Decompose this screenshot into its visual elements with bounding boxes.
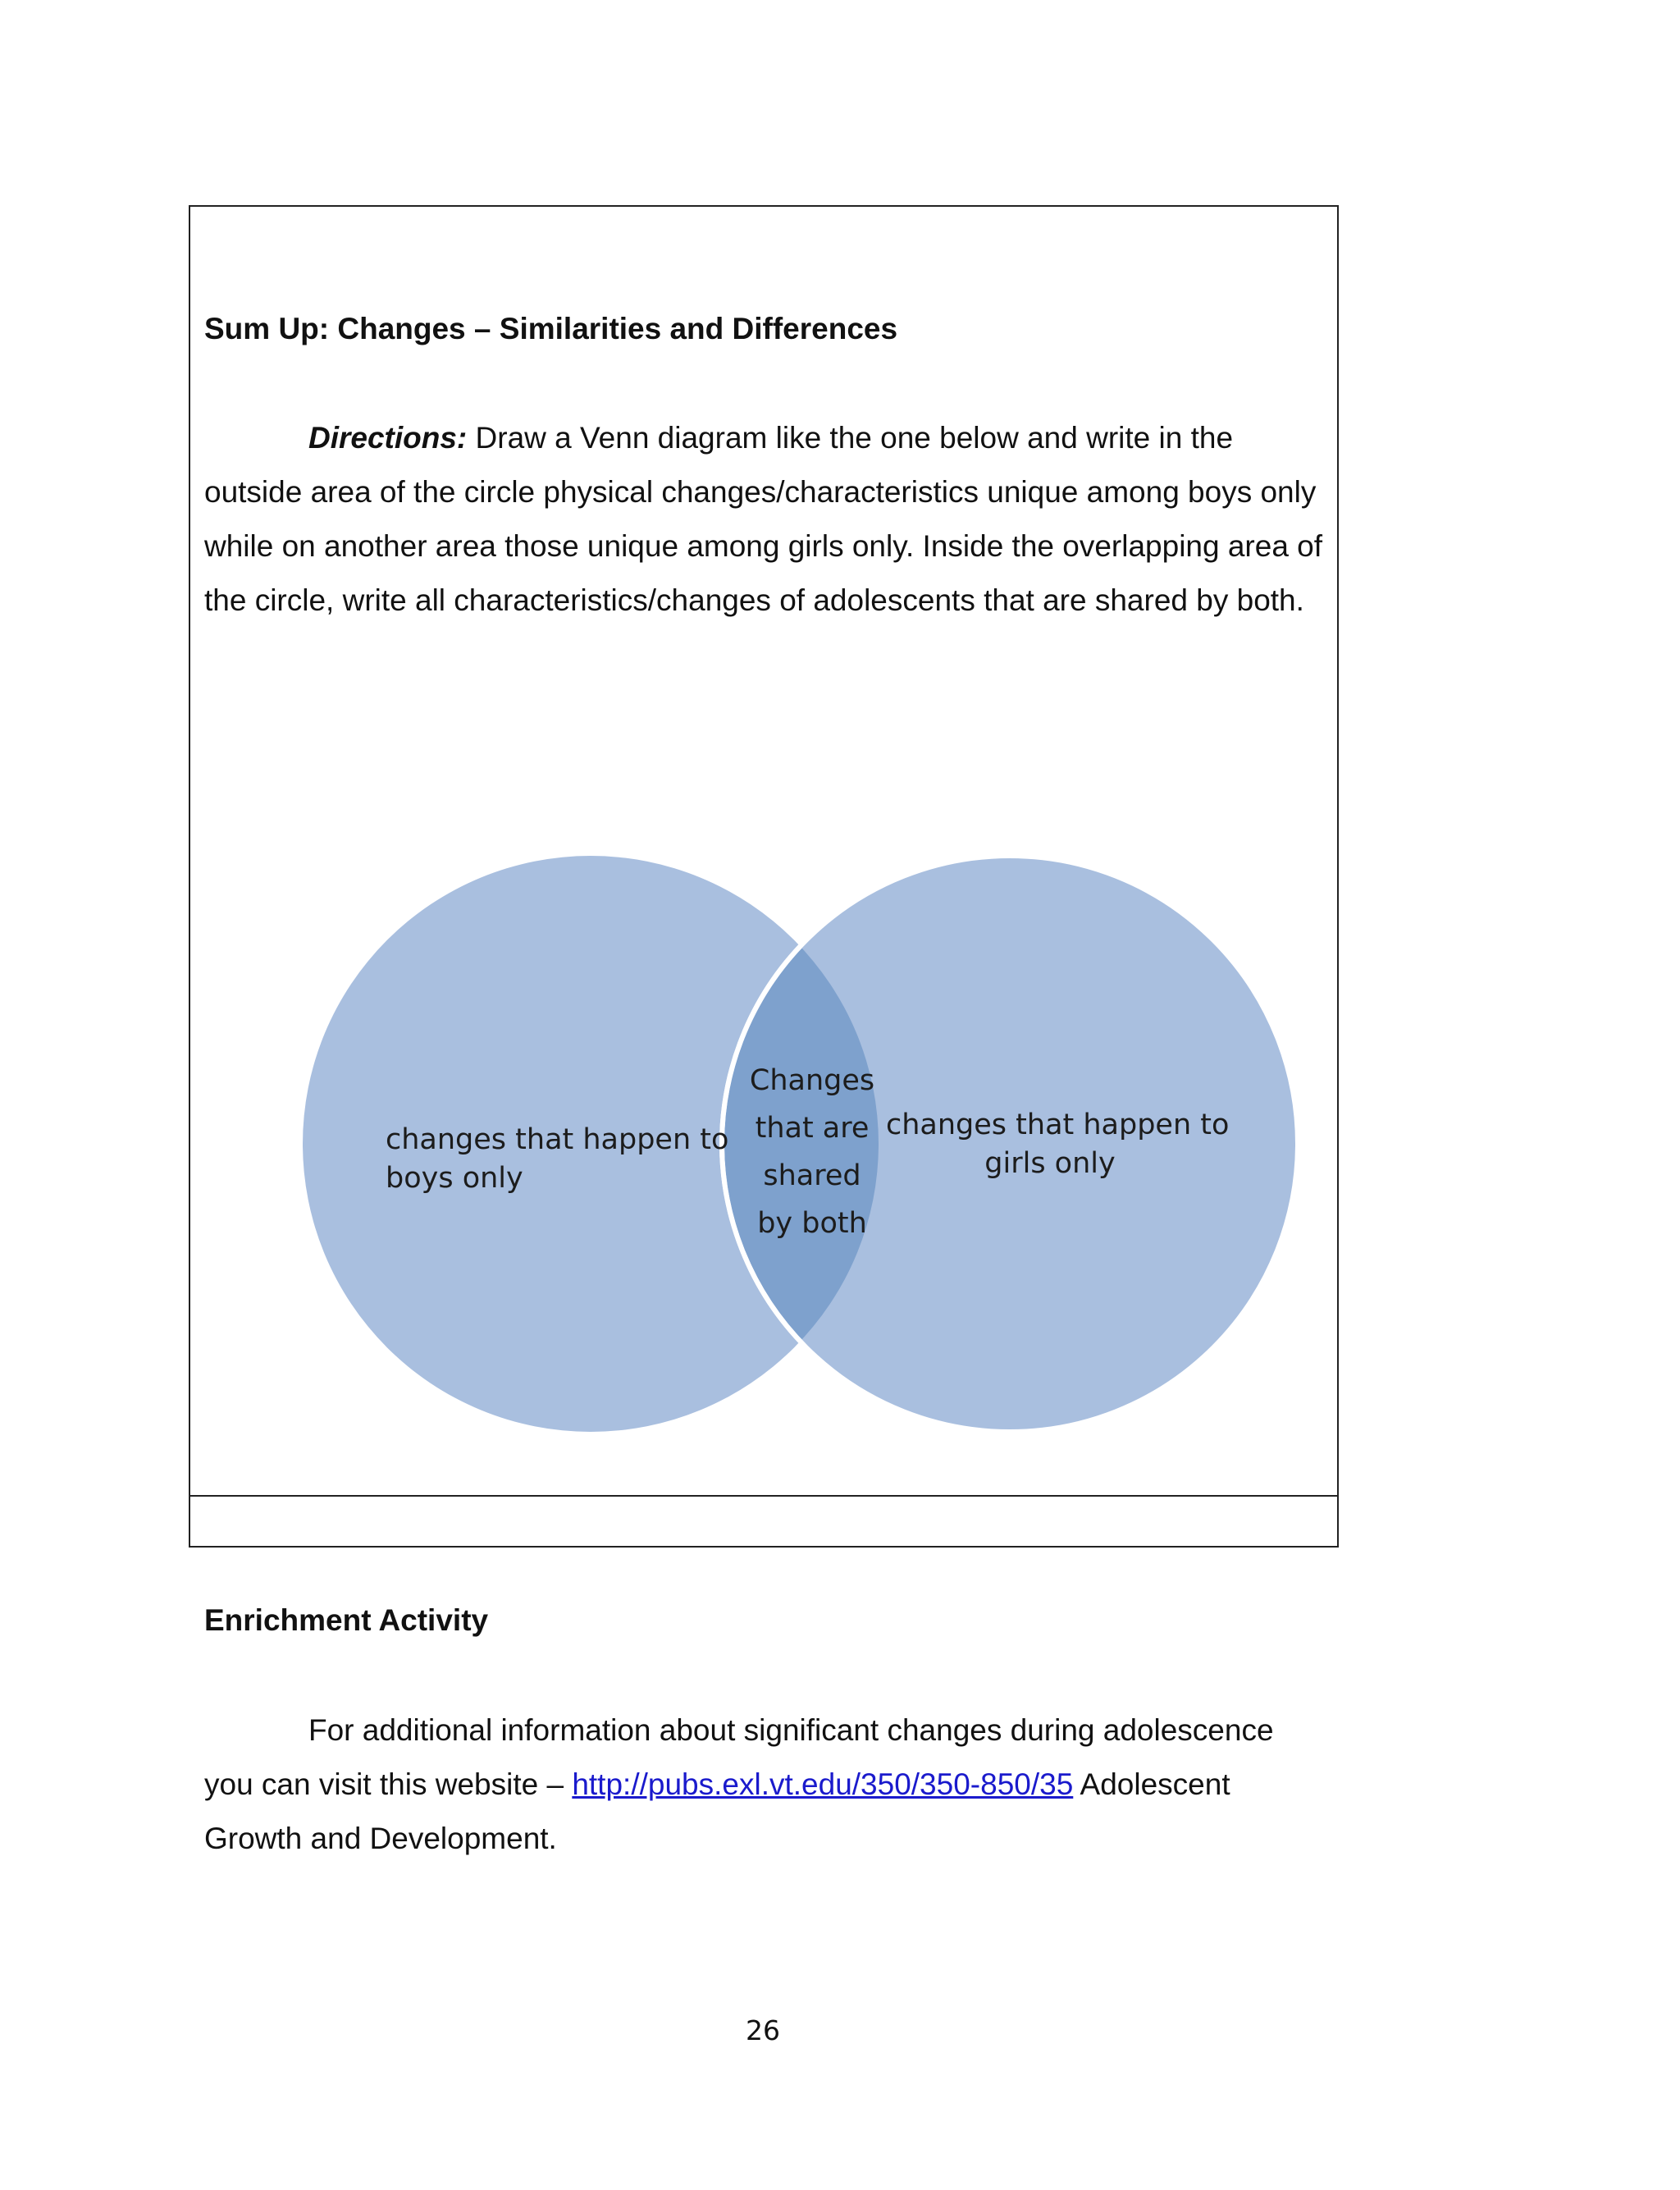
- venn-boys-label: [386, 1121, 728, 1198]
- enrichment-paragraph: [204, 1703, 1328, 1866]
- venn-shared-label-line3: shared: [763, 1159, 861, 1192]
- sum-up-heading: Sum Up: Changes – Similarities and Differences: [204, 312, 898, 345]
- venn-boys-label-line1: changes that happen to: [386, 1123, 729, 1156]
- directions-text: Draw a Venn diagram like the one below and write in the outside area of the circle physical changes/characteristics unique among boys only while on another area those unique among girls only. Inside the overlapping area of the circle, write all characteristics/changes of adolescents that are shared by both.: [204, 421, 1323, 617]
- venn-girls-label-line2: girls only: [984, 1147, 1116, 1180]
- venn-shared-label-line1: Changes: [749, 1064, 875, 1097]
- venn-boys-label-line2: boys only: [386, 1162, 523, 1195]
- venn-girls-label-line1: changes that happen to: [886, 1109, 1230, 1141]
- page-number: 26: [746, 2014, 780, 2046]
- enrichment-link[interactable]: http://pubs.exl.vt.edu/350/350-850/35: [572, 1767, 1074, 1801]
- enrichment-heading: Enrichment Activity: [204, 1603, 489, 1637]
- venn-shared-label: [730, 1057, 894, 1247]
- enrichment-text-before: For additional information about significant changes during adolescence you can visit this website –: [204, 1713, 1274, 1801]
- venn-shared-label-line2: that are: [755, 1112, 870, 1145]
- enrichment-text-after: Adolescent Growth and Development.: [204, 1767, 1230, 1855]
- venn-girls-label: [886, 1106, 1230, 1183]
- directions-lead: Directions:: [308, 421, 468, 455]
- venn-shared-label-line4: by both: [757, 1207, 867, 1240]
